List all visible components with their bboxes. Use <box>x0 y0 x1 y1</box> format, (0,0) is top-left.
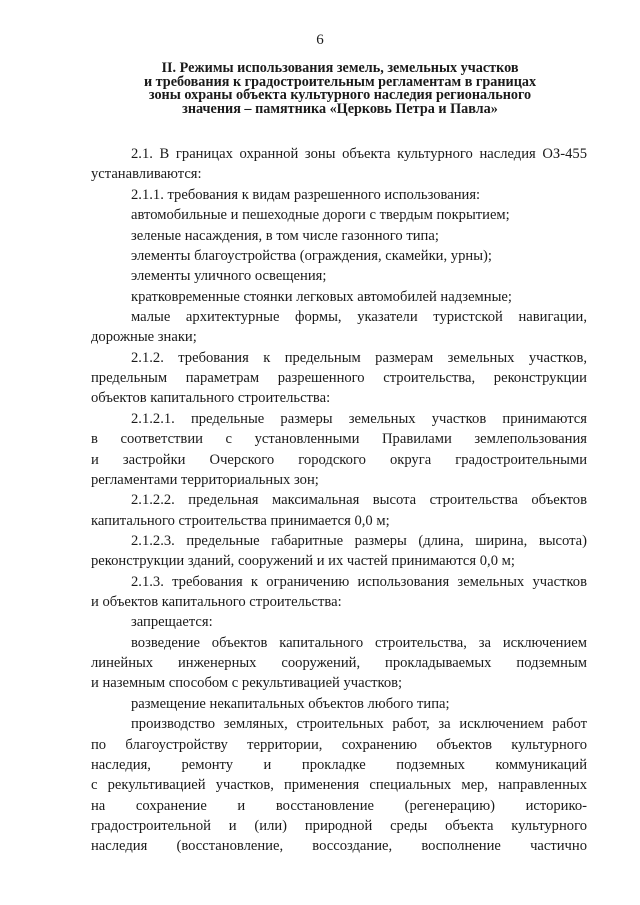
paragraph-line: реконструкции зданий, сооружений и их частей принимаются 0,0 м; <box>91 553 515 569</box>
paragraph-line: элементы уличного освещения; <box>131 268 327 284</box>
paragraph-line: 2.1.2.1. предельные размеры земельных участков принимаются <box>131 411 587 427</box>
paragraph-line: устанавливаются: <box>91 166 202 182</box>
paragraph-line: автомобильные и пешеходные дороги с твердым покрытием; <box>131 207 510 223</box>
paragraph-line: 2.1. В границах охранной зоны объекта культурного наследия ОЗ-455 <box>131 146 587 162</box>
paragraph-line: и объектов капитального строительства: <box>91 594 342 610</box>
heading-line: II. Режимы использования земель, земельных участков <box>161 60 519 76</box>
paragraph-line: размещение некапитальных объектов любого типа; <box>131 696 450 712</box>
section-heading <box>120 62 560 116</box>
paragraph-line: с рекультивацией участков, применения специальных мер, направленных <box>91 777 587 793</box>
paragraph-line: производство земляных, строительных работ, за исключением работ <box>131 716 587 732</box>
paragraph-line: наследия, ремонту и прокладке подземных коммуникаций <box>91 757 587 773</box>
paragraph-line: наследия (восстановление, воссоздание, восполнение частично <box>91 838 587 854</box>
heading-line: зоны охраны объекта культурного наследия регионального <box>148 87 532 104</box>
heading-line: и требования к градостроительным регламентам в границах <box>143 73 537 90</box>
paragraph-line: зеленые насаждения, в том числе газонного типа; <box>131 228 439 244</box>
paragraph-line: предельным параметрам разрешенного строительства, реконструкции <box>91 370 587 386</box>
paragraph-line: 2.1.2. требования к предельным размерам земельных участков, <box>131 350 587 366</box>
paragraph-line: дорожные знаки; <box>91 329 197 345</box>
paragraph-line: 2.1.2.3. предельные габаритные размеры (длина, ширина, высота) <box>131 533 587 549</box>
paragraph-line: и застройки Очерского городского округа градостроительными <box>91 452 587 468</box>
paragraph-line: 2.1.1. требования к видам разрешенного использования: <box>131 187 481 203</box>
paragraph-line: капитального строительства принимается 0,0 м; <box>91 513 390 529</box>
heading-line: значения – памятника «Церковь Петра и Павла» <box>182 100 498 117</box>
paragraph-line: линейных инженерных сооружений, прокладываемых подземным <box>91 655 587 671</box>
paragraph-line: и наземным способом с рекультивацией участков; <box>91 675 403 691</box>
paragraph-line: малые архитектурные формы, указатели туристской навигации, <box>131 309 587 325</box>
paragraph-line: регламентами территориальных зон; <box>91 472 319 488</box>
paragraph-line: запрещается: <box>131 614 213 630</box>
paragraph-line: в соответствии с установленными Правилами землепользования <box>91 431 587 447</box>
paragraph-line: элементы благоустройства (ограждения, скамейки, урны); <box>131 248 492 264</box>
paragraph-line: 2.1.2.2. предельная максимальная высота строительства объектов <box>131 492 587 508</box>
paragraph-line: на сохранение и восстановление (регенерацию) историко- <box>91 798 587 814</box>
paragraph-line: градостроительной и (или) природной среды объекта культурного <box>91 818 587 834</box>
paragraph-line: кратковременные стоянки легковых автомобилей надземные; <box>131 289 512 305</box>
paragraph-line: 2.1.3. требования к ограничению использования земельных участков <box>131 574 587 590</box>
paragraph-line: возведение объектов капитального строительства, за исключением <box>131 635 587 651</box>
page-number: 6 <box>316 32 324 48</box>
paragraph-line: объектов капитального строительства: <box>91 390 331 406</box>
paragraph-line: по благоустройству территории, сохранению объектов культурного <box>91 737 587 753</box>
